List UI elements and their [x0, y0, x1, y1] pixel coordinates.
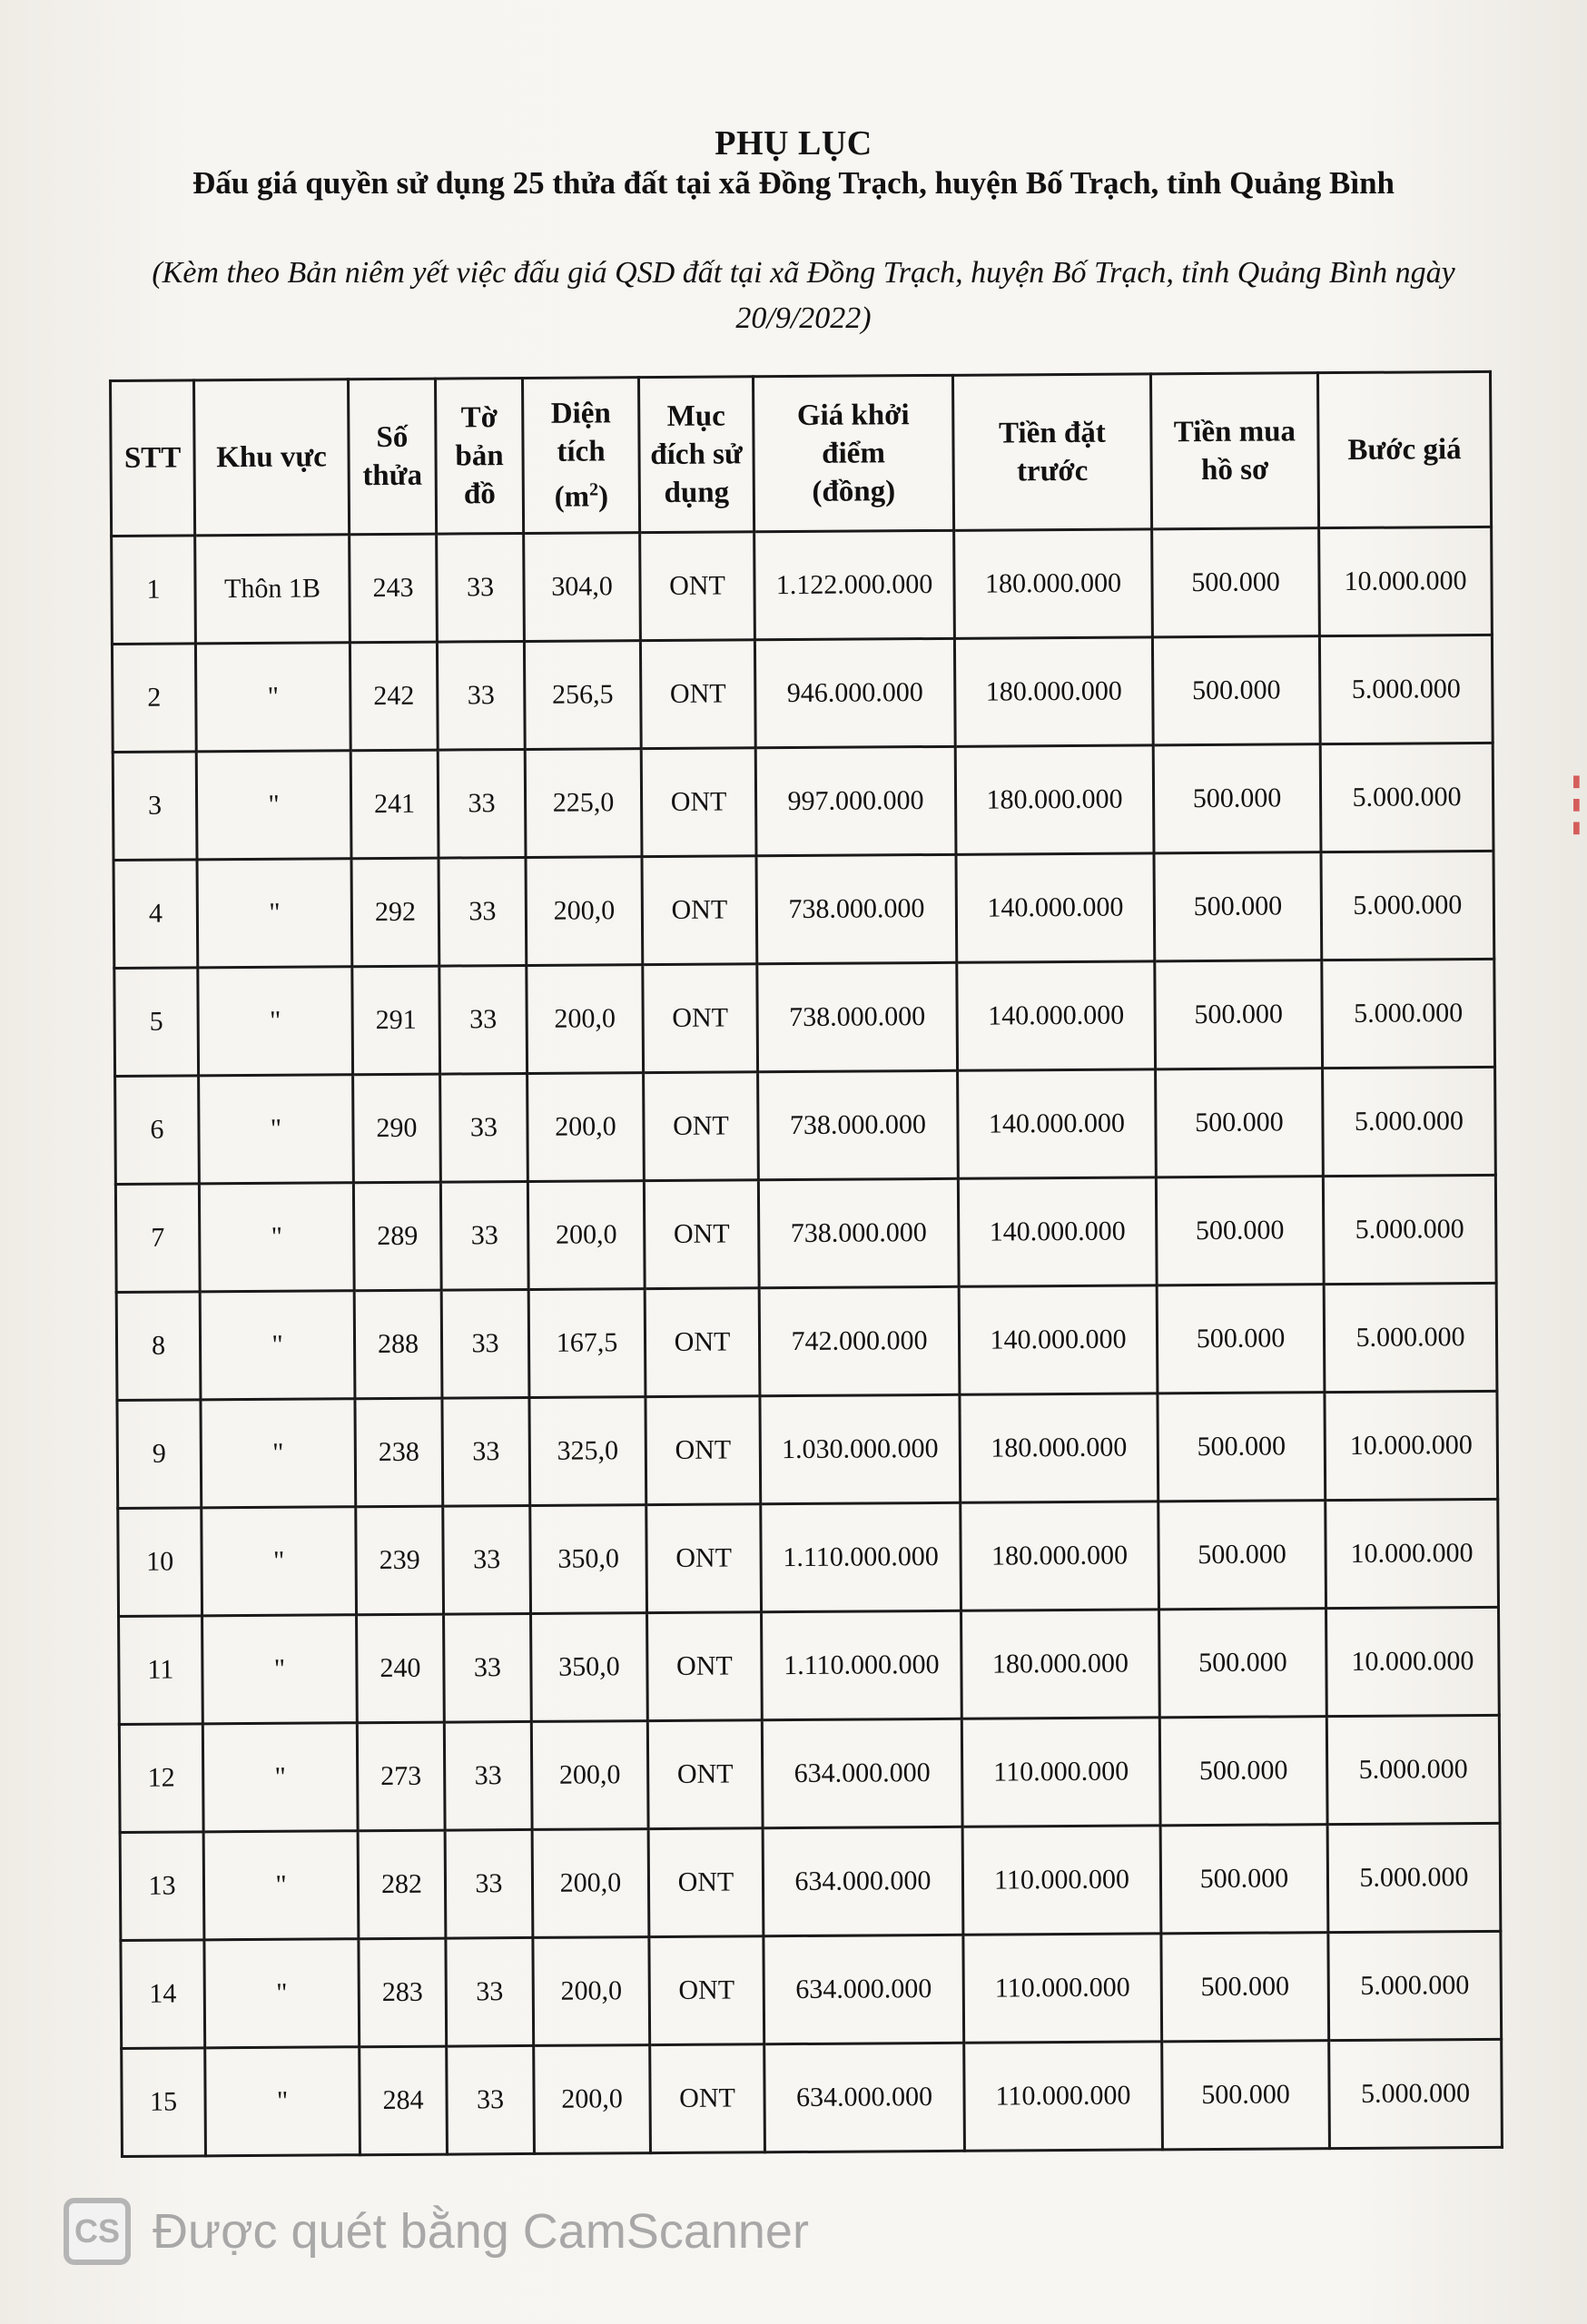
header-tien-dat-truoc: Tiền đặt trước	[952, 374, 1151, 530]
cell-dien-tich: 350,0	[530, 1505, 647, 1614]
table-row	[120, 1823, 1501, 1940]
cell-dien-tich: 200,0	[527, 965, 644, 1074]
header-dien-tich: Diện tích $(m^2)$	[522, 378, 639, 534]
cell-dien-tich: 167,5	[528, 1289, 646, 1398]
cell-khu-vuc: "	[202, 1723, 358, 1832]
cell-tien-mua-ho-so: 500.000	[1158, 1393, 1326, 1502]
cell-muc-dich: ONT	[640, 640, 755, 749]
cell-buoc-gia: 5.000.000	[1320, 743, 1493, 852]
cell-khu-vuc: "	[204, 1939, 360, 2048]
cell-tien-mua-ho-so: 500.000	[1158, 1501, 1326, 1610]
header-to-ban-do: Tờ bản đồ	[436, 378, 524, 534]
cell-buoc-gia: 5.000.000	[1328, 1931, 1502, 2040]
cell-khu-vuc: "	[198, 967, 353, 1076]
cell-stt: 11	[119, 1616, 203, 1725]
cell-tien-mua-ho-so: 500.000	[1159, 1717, 1327, 1826]
header-muc-dich: Mục đích sử dụng	[638, 377, 754, 533]
cell-khu-vuc: Thôn 1B	[195, 535, 350, 644]
cell-gia-khoi-diem: 634.000.000	[763, 1827, 963, 1935]
cell-tien-dat-truoc: 140.000.000	[957, 961, 1156, 1070]
cell-gia-khoi-diem: 742.000.000	[759, 1286, 960, 1395]
cell-dien-tich: 225,0	[525, 749, 642, 858]
cell-tien-mua-ho-so: 500.000	[1156, 1177, 1324, 1285]
watermark-text: Được quét bằng CamScanner	[153, 2204, 809, 2259]
table-row	[115, 1175, 1496, 1292]
cell-so-thua: 243	[350, 534, 438, 643]
cell-tien-dat-truoc: 180.000.000	[954, 637, 1153, 746]
header-buoc-gia: Bước giá	[1317, 371, 1491, 527]
cell-dien-tich: 200,0	[531, 1721, 648, 1830]
cell-muc-dich: ONT	[641, 748, 756, 857]
cell-gia-khoi-diem: 1.110.000.000	[761, 1502, 961, 1611]
cell-muc-dich: ONT	[645, 1288, 760, 1397]
document-title: PHỤ LỤC	[715, 124, 872, 162]
table-row	[113, 851, 1494, 968]
cell-gia-khoi-diem: 738.000.000	[757, 962, 958, 1071]
cell-so-thua: 288	[354, 1290, 442, 1399]
cell-buoc-gia: 5.000.000	[1323, 1067, 1496, 1176]
cell-buoc-gia: 10.000.000	[1325, 1391, 1498, 1500]
cell-dien-tich: 200,0	[534, 2045, 651, 2154]
cell-gia-khoi-diem: 738.000.000	[758, 1178, 959, 1287]
cell-stt: 15	[122, 2048, 206, 2157]
cell-to-ban-do: 33	[445, 1829, 533, 1938]
cell-tien-mua-ho-so: 500.000	[1156, 1068, 1324, 1177]
cell-khu-vuc: "	[197, 859, 352, 968]
cell-so-thua: 242	[350, 642, 438, 751]
table-row	[119, 1607, 1500, 1724]
cell-khu-vuc: "	[199, 1075, 354, 1184]
cell-dien-tich: 350,0	[531, 1613, 648, 1722]
table-body	[112, 527, 1503, 2156]
cell-so-thua: 290	[353, 1074, 441, 1183]
cell-khu-vuc: "	[195, 643, 350, 752]
cell-muc-dich: ONT	[640, 532, 755, 641]
cell-muc-dich: ONT	[644, 1180, 759, 1289]
cell-tien-mua-ho-so: 500.000	[1159, 1609, 1327, 1718]
cell-to-ban-do: 33	[439, 857, 527, 966]
cell-khu-vuc: "	[203, 1831, 359, 1940]
cell-gia-khoi-diem: 1.122.000.000	[754, 530, 955, 639]
cell-buoc-gia: 10.000.000	[1326, 1499, 1499, 1608]
cell-stt: 3	[113, 752, 197, 861]
cell-gia-khoi-diem: 946.000.000	[754, 638, 955, 747]
cell-khu-vuc: "	[202, 1507, 357, 1616]
cell-to-ban-do: 33	[444, 1721, 532, 1830]
cell-stt: 12	[119, 1724, 203, 1833]
cell-dien-tich: 325,0	[529, 1397, 646, 1506]
cell-muc-dich: ONT	[642, 856, 757, 965]
cell-tien-mua-ho-so: 500.000	[1155, 960, 1323, 1069]
table-row	[112, 635, 1493, 752]
cell-tien-dat-truoc: 180.000.000	[954, 529, 1153, 638]
cell-so-thua: 284	[360, 2046, 448, 2155]
cell-buoc-gia: 5.000.000	[1321, 851, 1494, 960]
cell-so-thua: 241	[350, 750, 439, 859]
cell-muc-dich: ONT	[648, 1828, 764, 1937]
cell-khu-vuc: "	[200, 1291, 355, 1400]
cell-buoc-gia: 10.000.000	[1319, 527, 1493, 635]
cell-tien-dat-truoc: 110.000.000	[961, 1718, 1160, 1827]
cell-gia-khoi-diem: 997.000.000	[755, 746, 956, 855]
cell-tien-dat-truoc: 140.000.000	[958, 1177, 1157, 1286]
cell-buoc-gia: 5.000.000	[1324, 1283, 1497, 1392]
cell-tien-mua-ho-so: 500.000	[1152, 636, 1320, 745]
cell-muc-dich: ONT	[649, 1936, 764, 2045]
cell-muc-dich: ONT	[644, 1072, 759, 1181]
cell-so-thua: 289	[353, 1182, 441, 1291]
table-row	[117, 1391, 1498, 1508]
cell-to-ban-do: 33	[440, 1181, 528, 1290]
camscanner-logo-icon: CS	[64, 2198, 131, 2265]
cell-khu-vuc: "	[201, 1399, 356, 1508]
cell-dien-tich: 256,5	[524, 641, 641, 750]
cell-gia-khoi-diem: 634.000.000	[764, 2043, 965, 2152]
table-row	[119, 1715, 1500, 1832]
cell-to-ban-do: 33	[439, 965, 527, 1074]
cell-stt: 14	[121, 1940, 205, 2049]
cell-tien-mua-ho-so: 500.000	[1162, 2041, 1330, 2150]
cell-so-thua: 238	[355, 1398, 443, 1507]
cell-stt: 2	[112, 644, 196, 753]
header-stt: STT	[111, 380, 195, 537]
cell-tien-dat-truoc: 140.000.000	[959, 1285, 1158, 1394]
cell-so-thua: 282	[358, 1830, 446, 1939]
cell-dien-tich: 200,0	[527, 1073, 645, 1182]
cell-stt: 10	[118, 1508, 202, 1617]
cell-tien-mua-ho-so: 500.000	[1160, 1825, 1328, 1934]
cell-muc-dich: ONT	[646, 1396, 761, 1505]
table-row	[121, 1931, 1502, 2048]
cell-so-thua: 292	[351, 858, 439, 967]
auction-table	[109, 370, 1503, 2158]
table-row	[122, 2039, 1503, 2156]
cell-buoc-gia: 5.000.000	[1327, 1823, 1501, 1932]
cell-tien-dat-truoc: 110.000.000	[963, 1934, 1162, 2043]
cell-gia-khoi-diem: 1.110.000.000	[762, 1610, 962, 1719]
cell-tien-dat-truoc: 180.000.000	[955, 745, 1154, 854]
cell-tien-dat-truoc: 110.000.000	[964, 2042, 1163, 2151]
table-row	[112, 527, 1493, 644]
cell-khu-vuc: "	[202, 1615, 358, 1724]
cell-muc-dich: ONT	[647, 1612, 763, 1721]
cell-gia-khoi-diem: 738.000.000	[758, 1070, 959, 1179]
cell-tien-dat-truoc: 140.000.000	[958, 1069, 1157, 1178]
cell-so-thua: 273	[357, 1722, 445, 1831]
cell-tien-mua-ho-so: 500.000	[1161, 1933, 1329, 2042]
table-row	[118, 1499, 1499, 1616]
cell-tien-mua-ho-so: 500.000	[1157, 1285, 1325, 1393]
cell-buoc-gia: 5.000.000	[1326, 1715, 1500, 1824]
cell-tien-dat-truoc: 140.000.000	[956, 853, 1155, 962]
cell-to-ban-do: 33	[443, 1505, 531, 1614]
cell-dien-tich: 200,0	[526, 857, 643, 966]
stamp-edge-mark: ▮ ▮ ▮	[1568, 772, 1586, 837]
cell-to-ban-do: 33	[437, 641, 525, 750]
cell-buoc-gia: 5.000.000	[1329, 2039, 1503, 2148]
cell-gia-khoi-diem: 1.030.000.000	[760, 1394, 961, 1503]
cell-stt: 13	[120, 1832, 204, 1941]
cell-stt: 6	[115, 1076, 200, 1185]
cell-buoc-gia: 5.000.000	[1323, 1175, 1496, 1284]
header-so-thua: Số thửa	[349, 379, 437, 535]
cell-gia-khoi-diem: 738.000.000	[756, 854, 957, 963]
cell-tien-mua-ho-so: 500.000	[1153, 744, 1321, 853]
cell-muc-dich: ONT	[650, 2044, 765, 2153]
cell-stt: 5	[114, 968, 199, 1077]
document-subtitle: Đấu giá quyền sử dụng 25 thửa đất tại xã Đồng Trạch, huyện Bố Trạch, tỉnh Quảng Bình	[192, 165, 1395, 201]
cell-to-ban-do: 33	[438, 749, 526, 858]
cell-tien-dat-truoc: 180.000.000	[961, 1502, 1159, 1610]
cell-stt: 7	[115, 1184, 200, 1293]
cell-so-thua: 240	[357, 1614, 445, 1723]
header-tien-mua-ho-so: Tiền mua hồ sơ	[1150, 373, 1318, 529]
cell-khu-vuc: "	[196, 751, 351, 860]
header-gia-khoi-diem: Giá khởi điểm (đồng)	[753, 375, 953, 531]
cell-so-thua: 283	[359, 1938, 447, 2047]
cell-tien-mua-ho-so: 500.000	[1154, 852, 1322, 961]
cell-dien-tich: 200,0	[532, 1829, 649, 1938]
cell-dien-tich: 200,0	[527, 1181, 645, 1290]
cell-stt: 9	[117, 1400, 202, 1509]
cell-muc-dich: ONT	[643, 964, 758, 1073]
cell-buoc-gia: 5.000.000	[1322, 959, 1495, 1068]
cell-tien-dat-truoc: 110.000.000	[962, 1826, 1161, 1935]
cell-khu-vuc: "	[205, 2047, 360, 2156]
cell-gia-khoi-diem: 634.000.000	[764, 1935, 964, 2043]
cell-buoc-gia: 5.000.000	[1319, 635, 1493, 743]
cell-to-ban-do: 33	[440, 1073, 528, 1182]
cell-so-thua: 239	[356, 1506, 444, 1615]
cell-stt: 8	[116, 1292, 201, 1401]
cell-gia-khoi-diem: 634.000.000	[762, 1718, 962, 1827]
cell-stt: 4	[113, 860, 198, 969]
header-khu-vuc: Khu vực	[194, 379, 350, 536]
cell-tien-mua-ho-so: 500.000	[1152, 528, 1320, 637]
cell-buoc-gia: 10.000.000	[1326, 1607, 1500, 1716]
table-row	[116, 1283, 1497, 1400]
table-row	[113, 743, 1493, 860]
cell-dien-tich: 200,0	[533, 1937, 650, 2046]
cell-muc-dich: ONT	[646, 1504, 762, 1613]
table-row	[114, 959, 1495, 1076]
cell-dien-tich: 304,0	[524, 533, 641, 642]
cell-tien-dat-truoc: 180.000.000	[960, 1393, 1158, 1502]
document-note: (Kèm theo Bản niêm yết việc đấu giá QSD đất tại xã Đồng Trạch, huyện Bố Trạch, tỉnh Quảng Bình ngày 20/9/2022)	[152, 256, 1455, 335]
cell-khu-vuc: "	[199, 1183, 354, 1292]
cell-to-ban-do: 33	[444, 1613, 532, 1722]
cell-to-ban-do: 33	[446, 1937, 534, 2046]
cell-to-ban-do: 33	[442, 1397, 530, 1506]
table-header-row	[111, 371, 1492, 536]
cell-to-ban-do: 33	[437, 533, 525, 642]
cell-to-ban-do: 33	[447, 2045, 535, 2154]
cell-so-thua: 291	[352, 966, 440, 1075]
cell-stt: 1	[112, 536, 196, 645]
cell-to-ban-do: 33	[441, 1289, 529, 1398]
table-row	[115, 1067, 1496, 1184]
camscanner-watermark	[64, 2195, 809, 2268]
cell-muc-dich: ONT	[647, 1720, 763, 1829]
cell-tien-dat-truoc: 180.000.000	[961, 1610, 1160, 1718]
